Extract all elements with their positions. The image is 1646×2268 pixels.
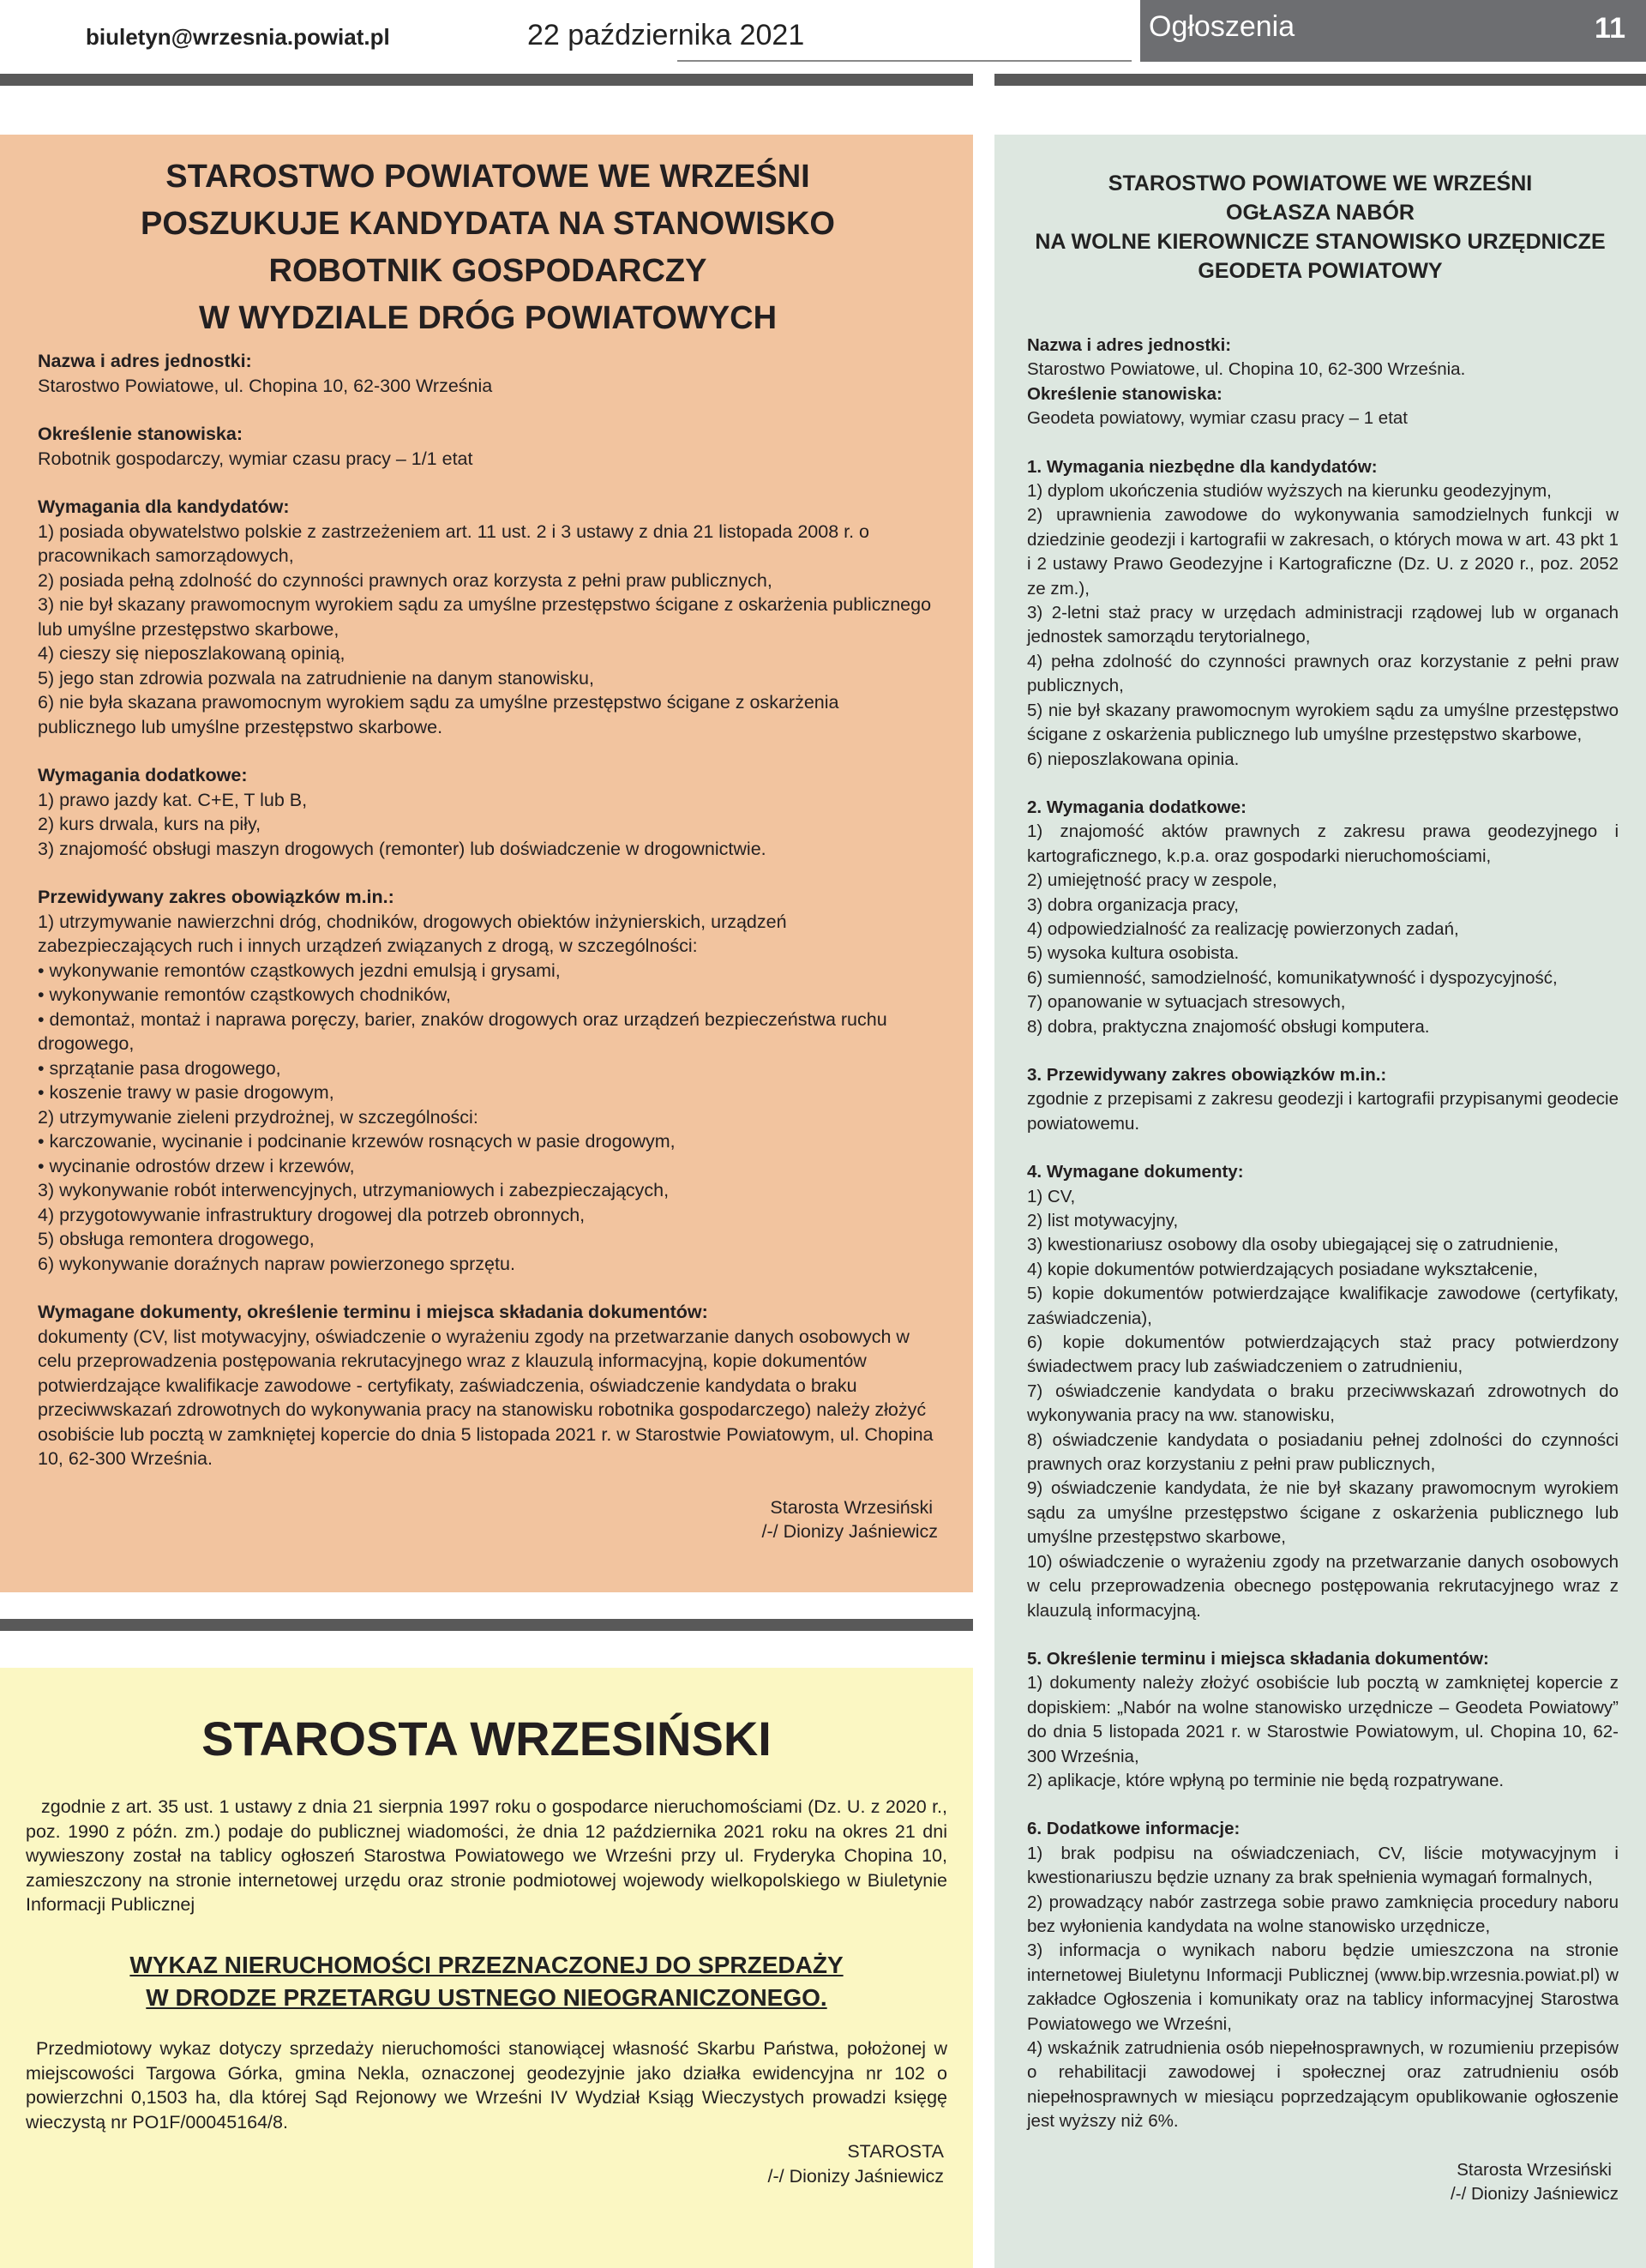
list-item: 4) przygotowywanie infrastruktury drogowej dla potrzeb obronnych, (38, 1204, 586, 1225)
list-item: 3) nie był skazany prawomocnym wyrokiem sądu za umyślne przestępstwo ścigane z oskarżenia publicznego lub umyślne przestępstwo skarbowe, (38, 594, 932, 640)
list-item: 4) odpowiedzialność za realizację powierzonych zadań, (1027, 918, 1459, 939)
section-2-list (1027, 820, 1619, 1039)
divider-bar-middle (0, 1619, 973, 1631)
ad-title-line: POSZUKUJE KANDYDATA NA STANOWISKO (141, 206, 835, 242)
signature-role: Starosta Wrzesiński (1457, 2159, 1612, 2180)
list-item: 2) kurs drwala, kurs na piły, (38, 814, 261, 834)
list-item: 3) kwestionariusz osobowy dla osoby ubiegającej się o zatrudnienie, (1027, 1235, 1559, 1255)
list-item: 5) jego stan zdrowia pozwala na zatrudnienie na danym stanowisku, (38, 667, 594, 689)
list-item: • demontaż, montaż i naprawa poręczy, barier, znaków drogowych oraz urządzeń bezpieczeństwa ruchu drogowego, (38, 1008, 887, 1054)
list-item: 3) 2-letni staż pracy w urzędach administracji rządowej lub w organach jednostek samorządu terytorialnego, (1027, 603, 1619, 647)
list-item: • wycinanie odrostów drzew i krzewów, (38, 1155, 355, 1176)
list-item: 6) sumienność, samodzielność, komunikatywność i dyspozycyjność, (1027, 967, 1558, 988)
list-item: 5) kopie dokumentów potwierdzające kwalifikacje zawodowe (certyfikaty, zaświadczenia), (1027, 1284, 1619, 1328)
notice-list-title-line: W DRODZE PRZETARGU USTNEGO NIEOGRANICZONEGO. (146, 1984, 827, 2011)
list-item: 4) kopie dokumentów potwierdzających posiadane wykształcenie, (1027, 1259, 1538, 1279)
extra-requirements-label: Wymagania dodatkowe: (38, 765, 248, 785)
list-item: 2) aplikacje, które wpłyną po terminie nie będą rozpatrywane. (1027, 1770, 1505, 1790)
unit-value: Starostwo Powiatowe, ul. Chopina 10, 62-300 Września (38, 375, 493, 396)
section-1-list (1027, 479, 1619, 772)
section-5-label: 5. Określenie terminu i miejsca składania dokumentów: (1027, 1648, 1489, 1669)
section-6-label: 6. Dodatkowe informacje: (1027, 1819, 1241, 1839)
list-item: 4) pełna zdolność do czynności prawnych oraz korzystanie z pełni praw publicznych, (1027, 651, 1619, 696)
ad-title-line: NA WOLNE KIEROWNICZE STANOWISKO URZĘDNICZE (1035, 230, 1606, 254)
job-ad-geodeta (994, 135, 1646, 2268)
list-item: 9) oświadczenie kandydata, że nie był skazany prawomocnym wyrokiem sądu za umyślne przestępstwo ścigane z oskarżenia publicznego lub umyślne przestępstwo skarbowe, (1027, 1478, 1619, 1548)
list-item: 1) CV, (1027, 1186, 1076, 1206)
ad-title (38, 153, 938, 342)
position-label: Określenie stanowiska: (1027, 383, 1222, 404)
list-item: 5) obsługa remontera drogowego, (38, 1229, 315, 1249)
list-item: 6) kopie dokumentów potwierdzających staż pracy potwierdzony świadectwem pracy lub zaświadczeniem o zatrudnieniu, (1027, 1333, 1619, 1377)
position-value: Geodeta powiatowy, wymiar czasu pracy – 1 etat (1027, 408, 1408, 429)
section-6-list (1027, 1842, 1619, 2134)
list-item: 7) opanowanie w sytuacjach stresowych, (1027, 992, 1346, 1013)
duties-label: Przewidywany zakres obowiązków m.in.: (38, 887, 394, 907)
section-1-label: 1. Wymagania niezbędne dla kandydatów: (1027, 456, 1378, 477)
section-name: Ogłoszenia (1149, 10, 1295, 43)
unit-label: Nazwa i adres jednostki: (38, 351, 252, 371)
list-item: 2) umiejętność pracy w zespole, (1027, 870, 1277, 891)
documents-text: dokumenty (CV, list motywacyjny, oświadczenie o wyrażeniu zgody na przetwarzanie danych osobowych w celu przeprowadzenia postępowania rekrutacyjnego wraz z klauzulą informacyjną, kopie dokumentów potwierdzające kwalifikacje zawodowe - certyfikaty, zaświadczenia, oświadczenie kandydata o braku przeciwwskazań zdrowotnych do wykonywania pracy na stanowisku robotnika gospodarczego) należy złożyć osobiście lub pocztą w zamkniętej kopercie do dnia 5 listopada 2021 r. w Starostwie Powiatowym, ul. Chopina 10, 62-300 Września. (38, 1326, 934, 1469)
position-value: Robotnik gospodarczy, wymiar czasu pracy – 1/1 etat (38, 448, 473, 469)
list-item: • koszenie trawy w pasie drogowym, (38, 1082, 334, 1103)
notice-intro: zgodnie z art. 35 ust. 1 ustawy z dnia 21 sierpnia 1997 roku o gospodarce nieruchomościami (Dz. U. z 2020 r., poz. 1990 z późn. zm.) podaje do publicznej wiadomości, że dnia 12 października 2021 roku na okres 21 dni wywieszony został na tablicy ogłoszeń Starostwa Powiatowego we Wrześni przy ul. Fryderyka Chopina 10, zamieszczony na stronie internetowej urzędu oraz stronie podmiotowej wojewody wielkopolskiego w Biuletynie Informacji Publicznej (26, 1796, 947, 1915)
list-item: 1) posiada obywatelstwo polskie z zastrzeżeniem art. 11 ust. 2 i 3 ustawy z dnia 21 listopada 2008 r. o pracownikach samorządowych, (38, 520, 870, 566)
requirements-list (38, 520, 938, 740)
notice-signature-role: STAROSTA (847, 2141, 944, 2162)
section-5-list (1027, 1671, 1619, 1793)
section-3-label: 3. Przewidywany zakres obowiązków m.in.: (1027, 1064, 1387, 1085)
position-label: Określenie stanowiska: (38, 424, 243, 444)
signature-name: /-/ Dionizy Jaśniewicz (761, 1521, 938, 1542)
list-item: 5) wysoka kultura osobista. (1027, 943, 1240, 964)
list-item: • sprzątanie pasa drogowego, (38, 1057, 281, 1079)
list-item: 2) prowadzący nabór zastrzega sobie prawo zamknięcia procedury naboru bez wyłonienia kandydata na wolne stanowisko urzędnicze, (1027, 1892, 1619, 1936)
ad-title-line: STAROSTWO POWIATOWE WE WRZEŚNI (1108, 171, 1533, 196)
ad-title-line: STAROSTWO POWIATOWE WE WRZEŚNI (165, 159, 810, 195)
signature-name: /-/ Dionizy Jaśniewicz (1451, 2184, 1619, 2205)
ad-title (994, 169, 1646, 286)
list-item: 1) brak podpisu na oświadczeniach, CV, liście motywacyjnym i kwestionariuszu będzie uznany za brak spełnienia wymagań formalnych, (1027, 1843, 1619, 1888)
list-item: 2) list motywacyjny, (1027, 1211, 1179, 1230)
list-item: 2) utrzymywanie zieleni przydrożnej, w szczególności: (38, 1106, 478, 1128)
page-number: 11 (1595, 12, 1625, 45)
list-item: 8) dobra, praktyczna znajomość obsługi komputera. (1027, 1016, 1430, 1037)
section-2-label: 2. Wymagania dodatkowe: (1027, 797, 1247, 817)
list-item: 8) oświadczenie kandydata o posiadaniu pełnej zdolności do czynności prawnych oraz korzystaniu z pełni praw publicznych, (1027, 1429, 1619, 1475)
list-item: 3) wykonywanie robót interwencyjnych, utrzymaniowych i zabezpieczających, (38, 1180, 670, 1200)
list-item: 5) nie był skazany prawomocnym wyrokiem sądu za umyślne przestępstwo ścigane z oskarżenia publicznego lub umyślne przestępstwo skarbowe, (1027, 700, 1619, 745)
header-date: 22 października 2021 (527, 19, 805, 51)
list-item: 10) oświadczenie o wyrażeniu zgody na przetwarzanie danych osobowych w celu przeprowadzenia obecnego postępowania rekrutacyjnego wraz z klauzulą informacyjną. (1027, 1551, 1619, 1621)
header-rule (677, 60, 1132, 62)
list-item: 4) cieszy się nieposzlakowaną opinią, (38, 643, 345, 664)
ad-title-line: W WYDZIALE DRÓG POWIATOWYCH (198, 300, 778, 336)
list-item: 2) posiada pełną zdolność do czynności prawnych oraz korzysta z pełni praw publicznych, (38, 569, 772, 591)
list-item: 1) dokumenty należy złożyć osobiście lub pocztą w zamkniętej kopercie z dopiskiem: „Nabór na wolne stanowisko urzędnicze – Geodeta Powiatowy” do dnia 5 listopada 2021 r. w Starostwie Powiatowym, ul. Chopina 10, 62-300 Września, (1027, 1673, 1619, 1766)
notice-list-title (0, 1949, 973, 2014)
notice-title: STAROSTA WRZESIŃSKI (201, 1712, 772, 1766)
list-item: 3) informacja o wynikach naboru będzie umieszczona na stronie internetowej Biuletynu Informacji Publicznej (www.bip.wrzesnia.powiat.pl) w zakładce Ogłoszenia i komunikaty oraz na tablicy informacyjnej Starostwa Powiatowego we Wrześni, (1027, 1940, 1619, 2034)
header-email: biuletyn@wrzesnia.powiat.pl (86, 24, 390, 50)
notice-list-title-line: WYKAZ NIERUCHOMOŚCI PRZEZNACZONEJ DO SPRZEDAŻY (129, 1952, 844, 1978)
ad-title-line: ROBOTNIK GOSPODARCZY (268, 253, 707, 289)
divider-bar-right (994, 74, 1646, 86)
unit-label: Nazwa i adres jednostki: (1027, 335, 1232, 355)
section-4-label: 4. Wymagane dokumenty: (1027, 1162, 1244, 1182)
notice-signature-name: /-/ Dionizy Jaśniewicz (767, 2165, 944, 2187)
list-item: 3) dobra organizacja pracy, (1027, 894, 1239, 915)
divider-bar-left (0, 74, 973, 86)
list-item: 3) znajomość obsługi maszyn drogowych (remonter) lub doświadczenie w drogownictwie. (38, 838, 766, 859)
list-item: 2) uprawnienia zawodowe do wykonywania samodzielnych funkcji w dziedzinie geodezji i kartografii w zakresach, o których mowa w art. 43 pkt 1 i 2 ustawy Prawo Geodezyjne i Kartograficzne (Dz. U. z 2020 r., poz. 2052 ze zm.), (1027, 505, 1619, 599)
list-item: • karczowanie, wycinanie i podcinanie krzewów rosnących w pasie drogowym, (38, 1131, 676, 1152)
list-item: 6) nie była skazana prawomocnym wyrokiem sądu za umyślne przestępstwo ścigane z oskarżenia publicznego lub umyślne przestępstwo skarbowe. (38, 692, 839, 737)
property-sale-notice (0, 1668, 973, 2268)
list-item: 7) oświadczenie kandydata o braku przeciwwskazań zdrowotnych do wykonywania pracy na ww. stanowisku, (1027, 1381, 1619, 1426)
list-item: 6) nieposzlakowana opinia. (1027, 749, 1240, 769)
list-item: • wykonywanie remontów cząstkowych jezdni emulsją i grysami, (38, 960, 561, 981)
list-item: 1) prawo jazdy kat. C+E, T lub B, (38, 789, 308, 810)
list-item: 6) wykonywanie doraźnych napraw powierzonego sprzętu. (38, 1253, 515, 1274)
requirements-label: Wymagania dla kandydatów: (38, 496, 290, 517)
ad-title-line: GEODETA POWIATOWY (1198, 259, 1443, 283)
documents-label: Wymagane dokumenty, określenie terminu i miejsca składania dokumentów: (38, 1302, 708, 1322)
signature-role: Starosta Wrzesiński (770, 1496, 933, 1518)
list-item: 1) znajomość aktów prawnych z zakresu prawa geodezyjnego i kartograficznego, k.p.a. oraz gospodarki nieruchomościami, (1027, 821, 1619, 866)
duties-list (38, 910, 938, 1277)
unit-value: Starostwo Powiatowe, ul. Chopina 10, 62-300 Września. (1027, 359, 1466, 380)
list-item: 1) utrzymywanie nawierzchni dróg, chodników, drogowych obiektów inżynierskich, urządzeń zabezpieczających ruch i innych urządzeń związanych z drogą, w szczególności: (38, 911, 787, 956)
notice-body: Przedmiotowy wykaz dotyczy sprzedaży nieruchomości stanowiącej własność Skarbu Państwa, położonej w miejscowości Targowa Górka, gmina Nekla, oznaczonej geodezyjnie jako działka ewidencyjna nr 102 o powierzchni 0,1503 ha, dla której Sąd Rejonowy we Wrześni IV Wydział Ksiąg Wieczystych prowadzi księgę wieczystą nr PO1F/00045164/8. (26, 2038, 947, 2133)
extra-requirements-list (38, 788, 938, 862)
section-4-list (1027, 1185, 1619, 1623)
job-ad-robotnik (0, 135, 973, 1592)
list-item: 4) wskaźnik zatrudnienia osób niepełnosprawnych, w rozumieniu przepisów o rehabilitacji zawodowej i społecznej oraz zatrudnieniu osób niepełnosprawnych w miesiącu poprzedzającym opublikowanie ogłoszenie jest wyższy niż 6%. (1027, 2038, 1619, 2132)
section-3-text: zgodnie z przepisami z zakresu geodezji i kartografii przypisanymi geodecie powiatowemu. (1027, 1089, 1619, 1134)
ad-title-line: OGŁASZA NABÓR (1226, 201, 1415, 225)
list-item: • wykonywanie remontów cząstkowych chodników, (38, 984, 451, 1005)
list-item: 1) dyplom ukończenia studiów wyższych na kierunku geodezyjnym, (1027, 481, 1552, 502)
